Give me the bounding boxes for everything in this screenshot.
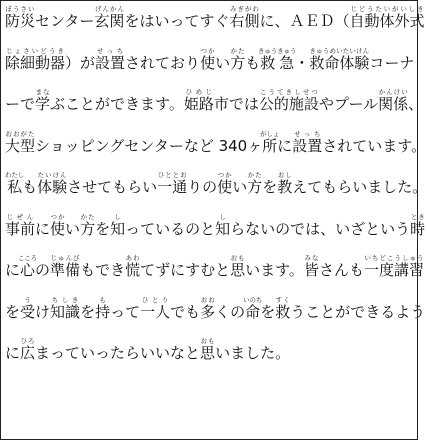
- furigana-reading: かた: [80, 212, 96, 221]
- furigana-word: [378, 88, 409, 113]
- text-segment: を: [260, 302, 276, 321]
- text-segment: を: [95, 219, 111, 238]
- furigana-word: [50, 254, 81, 279]
- text-segment: やプール: [318, 95, 379, 113]
- text-segment: センター: [35, 12, 95, 30]
- word-base: 右側: [229, 12, 260, 30]
- furigana-reading: おおがた: [5, 129, 35, 138]
- furigana-word: [50, 212, 66, 238]
- text-segment: させてもらい: [67, 178, 158, 196]
- furigana-reading: おし: [277, 171, 293, 179]
- text-segment: い: [232, 178, 248, 196]
- furigana-reading: こうてきしせつ: [258, 88, 319, 96]
- text-segment: に: [35, 219, 51, 238]
- furigana-reading: ぼうさい: [5, 5, 35, 13]
- furigana-reading: う: [20, 295, 36, 304]
- text-segment: いました。: [215, 344, 291, 362]
- furigana-reading: きゅうめいたいけん: [309, 46, 370, 55]
- word-base: 準備: [50, 261, 81, 279]
- text-segment: でも: [170, 302, 201, 321]
- word-base: 防災: [5, 12, 36, 30]
- furigana-reading: げんかん: [94, 5, 125, 13]
- text-segment: を: [5, 302, 21, 321]
- text-segment: います。: [245, 261, 304, 279]
- text-line: [5, 254, 424, 296]
- furigana-word: [215, 212, 231, 238]
- furigana-reading: つか: [217, 171, 233, 179]
- furigana-word: [17, 254, 38, 279]
- furigana-word: [157, 171, 188, 196]
- furigana-reading: ひとり: [140, 295, 171, 304]
- furigana-word: [5, 212, 36, 238]
- furigana-word: [275, 295, 291, 321]
- text-segment: に: [5, 344, 21, 362]
- furigana-word: [230, 46, 246, 72]
- furigana-word: [37, 171, 68, 196]
- furigana-word: [260, 129, 280, 155]
- text-segment: も: [22, 178, 38, 196]
- word-base: 使: [200, 53, 216, 72]
- furigana-word: [410, 212, 426, 238]
- furigana-word: [349, 5, 425, 30]
- furigana-word: [94, 5, 125, 30]
- text-segment: てずにすむと: [140, 261, 231, 279]
- text-line: [5, 47, 413, 89]
- furigana-reading: せっち: [95, 46, 126, 55]
- word-base: 救: [275, 302, 291, 321]
- text-segment: を: [80, 302, 96, 321]
- text-segment: りの: [187, 178, 218, 196]
- word-base: 救命体験: [309, 53, 370, 72]
- text-segment: い: [215, 53, 231, 72]
- text-segment: も: [245, 53, 261, 72]
- furigana-word: [35, 88, 51, 113]
- word-base: 自動体外式: [349, 12, 425, 30]
- furigana-word: [292, 129, 323, 155]
- furigana-word: [230, 254, 246, 279]
- text-segment: さんも: [318, 261, 364, 279]
- furigana-reading: あわ: [125, 254, 141, 262]
- word-base: 思: [230, 261, 246, 279]
- paragraph: [5, 1, 427, 379]
- word-base: 関係: [378, 95, 409, 113]
- text-segment: って: [110, 302, 141, 321]
- furigana-word: [258, 88, 319, 113]
- furigana-word: [5, 5, 36, 30]
- furigana-word: [80, 212, 96, 238]
- furigana-reading: とき: [410, 212, 426, 221]
- text-line: [5, 171, 427, 213]
- furigana-word: [258, 46, 297, 72]
- text-line: [5, 5, 425, 47]
- furigana-word: [303, 254, 319, 279]
- word-base: 使: [217, 178, 233, 196]
- furigana-reading: かんけい: [378, 88, 409, 96]
- word-base: 教: [277, 178, 293, 196]
- furigana-word: [247, 171, 263, 196]
- word-base: 広: [20, 344, 36, 362]
- furigana-word: [5, 46, 66, 72]
- text-segment: うことができるよう: [290, 302, 426, 321]
- text-segment: 市では: [213, 95, 259, 113]
- text-segment: もでき: [80, 261, 126, 279]
- word-base: 事前: [5, 219, 36, 238]
- furigana-reading: おも: [200, 337, 216, 345]
- word-base: 私: [5, 178, 25, 196]
- text-segment: ショッピングセンターなど 340ヶ: [35, 136, 263, 155]
- text-segment: らないのでは、いざという: [230, 219, 411, 238]
- text-segment: に: [277, 136, 293, 155]
- word-base: 時: [410, 219, 426, 238]
- word-base: 思: [200, 344, 216, 362]
- furigana-word: [243, 295, 263, 321]
- text-segment: くの: [215, 302, 246, 321]
- word-base: 所: [260, 136, 280, 155]
- furigana-word: [217, 171, 233, 196]
- furigana-reading: みな: [303, 254, 319, 262]
- word-base: 多: [200, 302, 216, 321]
- furigana-reading: ひととお: [157, 171, 188, 179]
- word-base: 方: [230, 53, 246, 72]
- furigana-reading: わたし: [5, 171, 25, 179]
- furigana-reading: きゅうきゅう: [258, 46, 297, 55]
- word-base: 知識: [50, 302, 81, 321]
- furigana-reading: じょさいどうき: [5, 46, 65, 55]
- word-base: 皆: [303, 261, 319, 279]
- word-base: 知: [215, 219, 231, 238]
- furigana-word: [5, 129, 36, 155]
- text-segment: に: [5, 261, 21, 279]
- furigana-reading: がしょ: [260, 129, 280, 138]
- text-segment: まっていったらいいなと: [35, 344, 201, 362]
- word-base: 使: [50, 219, 66, 238]
- furigana-word: [140, 295, 171, 321]
- text-segment: コーナ: [369, 53, 415, 72]
- word-base: 姫路: [183, 95, 214, 113]
- furigana-word: [363, 254, 424, 279]
- furigana-reading: し: [110, 212, 126, 221]
- furigana-reading: じゅんび: [50, 254, 81, 262]
- word-base: 設置: [292, 136, 323, 155]
- word-base: 一人: [140, 302, 171, 321]
- text-line: [5, 212, 426, 255]
- text-segment: 、: [408, 95, 424, 113]
- furigana-reading: じどうたいがいしき: [349, 5, 425, 13]
- word-base: 体験: [37, 178, 68, 196]
- furigana-word: [20, 295, 36, 321]
- word-base: 受: [20, 302, 36, 321]
- text-segment: に、ＡＥＤ（: [259, 12, 350, 30]
- text-segment: ）が: [65, 53, 96, 72]
- word-base: 方: [80, 219, 96, 238]
- furigana-word: [20, 337, 36, 362]
- furigana-word: [95, 46, 126, 72]
- furigana-reading: ひろ: [20, 337, 36, 345]
- text-segment: を: [262, 178, 278, 196]
- furigana-reading: つか: [50, 212, 66, 221]
- word-base: 知: [110, 219, 126, 238]
- word-base: 命: [243, 302, 263, 321]
- text-segment: の: [35, 261, 51, 279]
- word-base: 公的施設: [258, 95, 319, 113]
- furigana-word: [200, 46, 216, 72]
- text-segment: されており: [125, 53, 201, 72]
- word-base: 学: [35, 95, 51, 113]
- word-base: 除細動器: [5, 53, 66, 72]
- text-line: [5, 337, 413, 379]
- word-base: 玄関: [94, 12, 125, 30]
- word-base: 心: [17, 261, 38, 279]
- word-base: 持: [95, 302, 111, 321]
- furigana-reading: も: [95, 295, 111, 304]
- furigana-reading: こころ: [17, 254, 38, 262]
- word-base: 慌: [125, 261, 141, 279]
- furigana-word: [229, 5, 260, 30]
- furigana-reading: せっち: [292, 129, 323, 138]
- furigana-reading: みぎがわ: [229, 5, 260, 13]
- word-base: 大型: [5, 136, 36, 155]
- furigana-reading: し: [215, 212, 231, 221]
- furigana-word: [110, 212, 126, 238]
- text-segment: ・: [294, 53, 310, 72]
- text-segment: っているのと: [125, 219, 216, 238]
- furigana-word: [50, 295, 81, 321]
- text-segment: け: [35, 302, 51, 321]
- furigana-word: [277, 171, 293, 196]
- furigana-word: [200, 337, 216, 362]
- furigana-reading: すく: [275, 295, 291, 304]
- furigana-word: [5, 171, 25, 196]
- word-base: 救急: [258, 53, 297, 72]
- word-base: 一度講習: [363, 261, 424, 279]
- text-segment: えてもらいました。: [292, 178, 427, 196]
- furigana-reading: じぜん: [5, 212, 35, 221]
- furigana-reading: おお: [200, 295, 216, 304]
- furigana-word: [309, 46, 370, 72]
- text-line: [5, 88, 424, 130]
- furigana-reading: かた: [247, 171, 263, 179]
- furigana-reading: まな: [35, 88, 51, 96]
- furigana-reading: いのち: [243, 295, 263, 304]
- furigana-reading: ひめじ: [183, 88, 214, 96]
- text-segment: をはいってすぐ: [124, 12, 230, 30]
- text-segment: い: [65, 219, 81, 238]
- furigana-reading: ちしき: [50, 295, 81, 304]
- furigana-reading: つか: [200, 46, 216, 55]
- furigana-reading: おも: [230, 254, 246, 262]
- word-base: 一通: [157, 178, 188, 196]
- word-base: 方: [247, 178, 263, 196]
- furigana-reading: かた: [230, 46, 246, 55]
- furigana-word: [200, 295, 216, 321]
- text-segment: されています。: [322, 136, 427, 155]
- furigana-word: [95, 295, 111, 321]
- word-base: 設置: [95, 53, 126, 72]
- text-line: [5, 129, 427, 172]
- furigana-word: [183, 88, 214, 113]
- text-line: [5, 295, 426, 338]
- text-segment: ぶことができます。: [50, 95, 184, 113]
- furigana-reading: いちどこうしゅう: [363, 254, 424, 262]
- furigana-reading: たいけん: [37, 171, 68, 179]
- furigana-word: [125, 254, 141, 279]
- text-segment: ーで: [5, 95, 36, 113]
